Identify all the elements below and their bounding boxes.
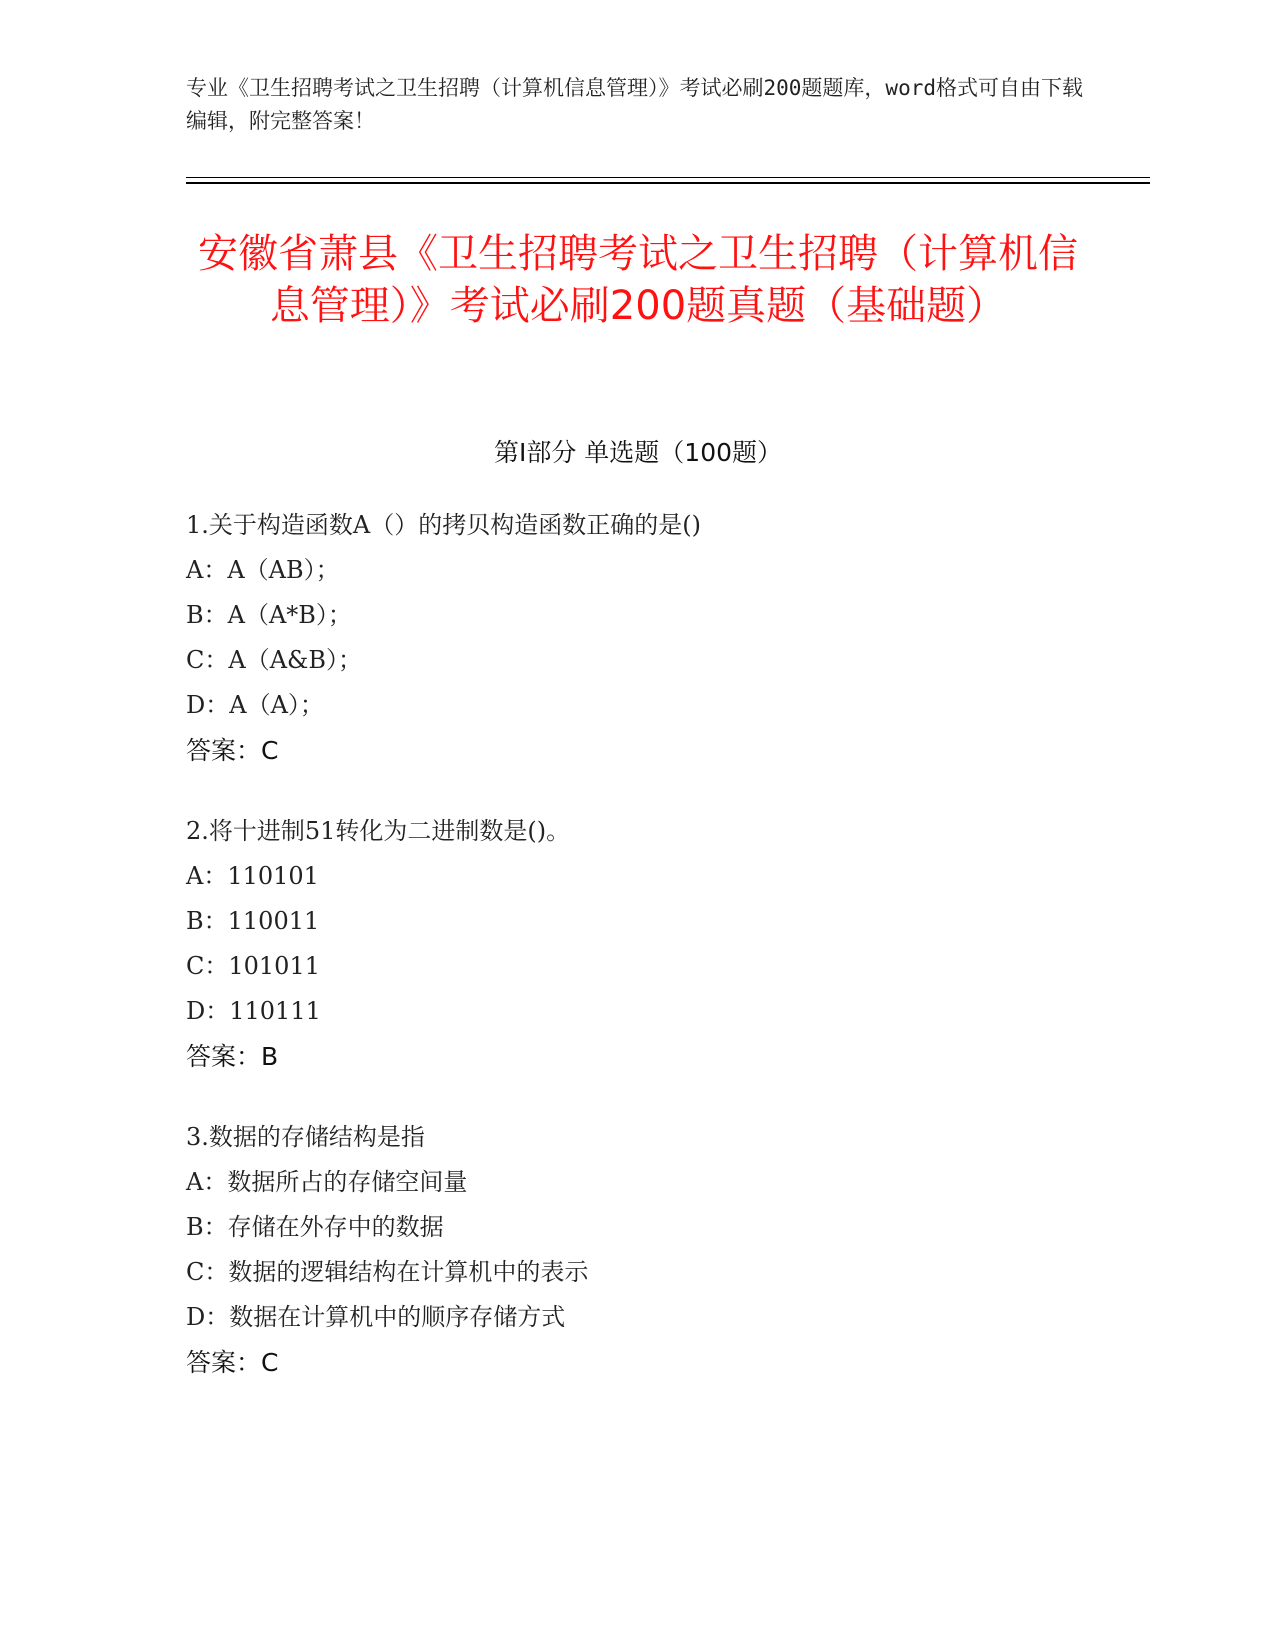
question-3 (186, 1115, 1086, 1385)
option-c: C：数据的逻辑结构在计算机中的表示 (186, 1258, 589, 1286)
question-stem: 2.将十进制51转化为二进制数是()。 (186, 817, 571, 845)
option-c: C：A（A&B）； (186, 646, 363, 674)
answer: 答案：C (186, 1348, 279, 1377)
answer: 答案：B (186, 1042, 279, 1071)
section-title: 第Ⅰ部分 单选题（100题） (493, 438, 783, 467)
option-d: D：A（A）； (186, 691, 324, 719)
header-note: 专业《卫生招聘考试之卫生招聘（计算机信息管理）》考试必刷200题题库，word格式可自由下载编辑，附完整答案！ (186, 76, 1083, 133)
option-b: B：存储在外存中的数据 (186, 1213, 444, 1241)
option-a: A：A（AB）； (186, 556, 340, 584)
option-a: A：数据所占的存储空间量 (186, 1168, 468, 1196)
question-1 (186, 503, 1086, 773)
option-b: B：A（A*B）； (186, 601, 352, 629)
option-c: C：101011 (186, 952, 320, 980)
header-divider-thick (186, 182, 1150, 184)
option-b: B：110011 (186, 907, 320, 935)
document-title: 安徽省萧县《卫生招聘考试之卫生招聘（计算机信息管理）》考试必刷200题真题（基础题） (198, 231, 1078, 329)
option-d: D：数据在计算机中的顺序存储方式 (186, 1303, 566, 1331)
question-stem: 1.关于构造函数A（）的拷贝构造函数正确的是() (186, 511, 701, 539)
header-divider-thin (186, 177, 1150, 178)
question-stem: 3.数据的存储结构是指 (186, 1123, 425, 1151)
question-2 (186, 809, 1086, 1079)
answer: 答案：C (186, 736, 279, 765)
option-d: D：110111 (186, 997, 321, 1025)
option-a: A：110101 (186, 862, 319, 890)
